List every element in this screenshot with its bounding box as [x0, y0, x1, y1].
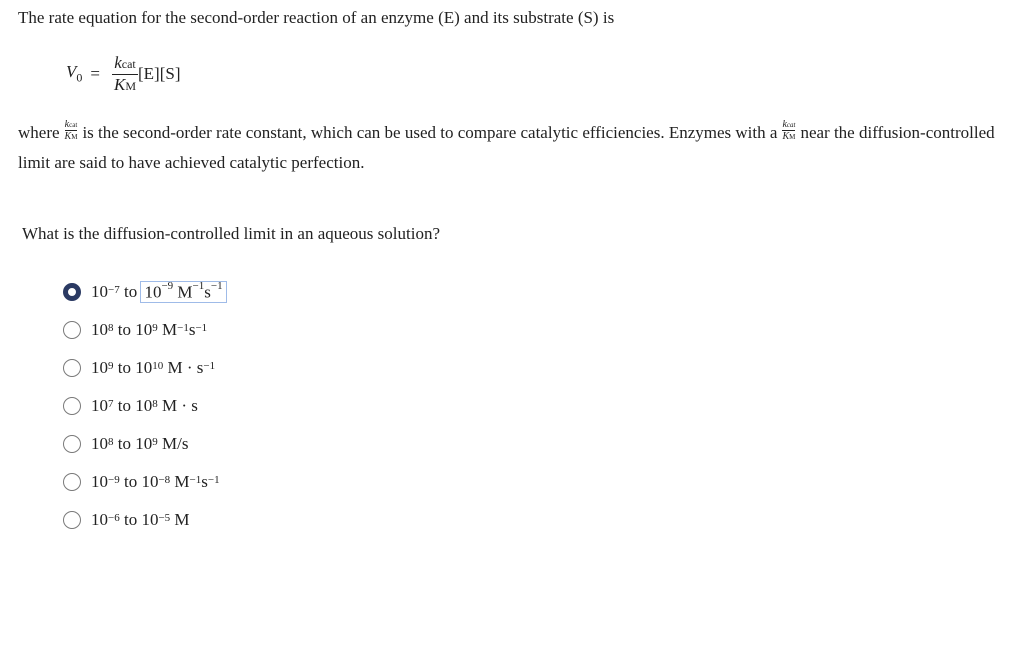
answer-option-3[interactable]: 10 $^9$ to 10 $^{10}$ M · s $^{-1}$: [63, 349, 226, 387]
concentration-term: [E][S]: [138, 64, 181, 83]
inline-kcat-km-fraction: $\frac{\text{kcat}}{KM}$: [64, 119, 78, 143]
inline-kcat-km-fraction: $\frac{\text{kcat}}{KM}$: [782, 119, 796, 143]
intro-text: The rate equation for the second-order reaction of an enzyme (E) and its substrate (S) is: [18, 8, 615, 27]
answer-option-6[interactable]: 10 $^{-9}$ to 10 $^{-8}$ M $^{-1}$ s $^{-1}$: [63, 463, 226, 501]
focused-answer-text: $10^{-9}$ $M^{-1}s^{-1}$: [141, 282, 225, 303]
radio-button[interactable]: [63, 473, 81, 491]
radio-button[interactable]: [63, 359, 81, 377]
answer-option-2[interactable]: 10 $^8$ to 10 $^9$ M $^{-1}$ s $^{-1}$: [63, 311, 226, 349]
radio-button[interactable]: [63, 435, 81, 453]
equals-sign: =: [90, 64, 100, 83]
answer-options: [63, 273, 226, 539]
explanation-paragraph: where $\frac{\text{kcat}}{KM}$ is the second-order rate constant, which can be used to compare catalytic efficiencies. Enzymes with a $\frac{\text{kcat}}{KM}$ near the diffusion-controlled limit are said to have achieved catalytic perfection.: [18, 119, 995, 172]
radio-button[interactable]: [63, 321, 81, 339]
answer-option-4[interactable]: 10 $^7$ to 10 $^8$ M · s: [63, 387, 226, 425]
answer-option-7[interactable]: 10 $^{-6}$ to 10 $^{-5}$ M: [63, 501, 226, 539]
radio-button[interactable]: [63, 511, 81, 529]
answer-option-1[interactable]: 10 $^{-7}$ to $10^{-9}$ $M^{-1}s^{-1}$: [63, 273, 226, 311]
rate-equation: [66, 46, 180, 102]
rate-symbol: $V_0$: [66, 62, 83, 85]
question-text: What is the diffusion-controlled limit in an aqueous solution?: [22, 224, 441, 243]
radio-button[interactable]: [63, 397, 81, 415]
radio-button-selected[interactable]: [63, 283, 81, 301]
answer-option-5[interactable]: 10 $^8$ to 10 $^9$ M/s: [63, 425, 226, 463]
kcat-over-km-fraction: $\frac{\text{kcat}}{KM}$: [113, 52, 136, 94]
